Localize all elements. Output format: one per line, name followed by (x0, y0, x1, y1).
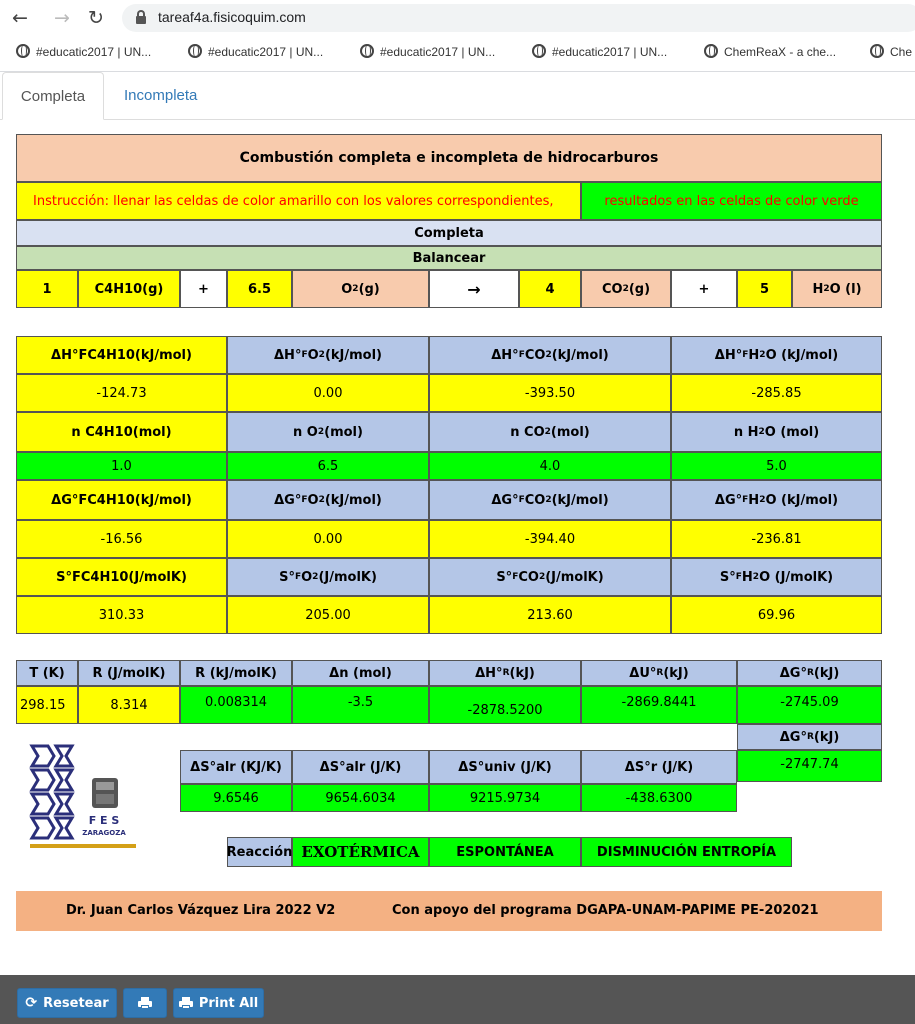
result-n-co2: 4.0 (429, 452, 671, 480)
input-dhf-co2[interactable]: -393.50 (429, 374, 671, 412)
coef-c4h10[interactable]: 1 (16, 270, 78, 308)
credits-band (16, 891, 882, 931)
instruction-right: resultados en las celdas de color verde (581, 182, 882, 220)
header-n-c4h10: n C4H10(mol) (16, 412, 227, 452)
reaction-enthalpy-type: EXOTÉRMICA (292, 837, 429, 867)
result-dsr: -438.6300 (581, 784, 737, 812)
header-dhf-co2: ΔH° F CO 2 (kJ/mol) (429, 336, 671, 374)
coef-co2[interactable]: 4 (519, 270, 581, 308)
result-delta-n: -3.5 (292, 686, 429, 724)
forward-arrow-icon[interactable]: → (54, 7, 70, 29)
header-s-c4h10: S°FC4H10(J/molK) (16, 558, 227, 596)
header-dgr: ΔG° R (kJ) (737, 660, 882, 686)
header-s-h2o: S° F H 2 O (J/molK) (671, 558, 882, 596)
instruction-left: Instrucción: llenar las celdas de color amarillo con los valores correspondientes, (16, 182, 581, 220)
bookmark-item[interactable]: ChemReaX - a che... (704, 42, 836, 62)
result-n-c4h10: 1.0 (16, 452, 227, 480)
result-dhr: -2878.5200 (429, 686, 581, 724)
result-r-kj: 0.008314 (180, 686, 292, 724)
header-dgf-c4h10: ΔG°FC4H10(kJ/mol) (16, 480, 227, 520)
browser-nav-row (0, 0, 915, 36)
globe-icon (360, 44, 374, 58)
refresh-icon: ⟳ (25, 995, 38, 1011)
input-dhf-o2[interactable]: 0.00 (227, 374, 429, 412)
bookmark-item[interactable]: #educatic2017 | UN... (16, 42, 151, 62)
header-dgf-o2: ΔG° F O 2 (kJ/mol) (227, 480, 429, 520)
globe-icon (16, 44, 30, 58)
bottom-toolbar (0, 975, 915, 1024)
plus-sign: + (180, 270, 227, 308)
header-temperature: T (K) (16, 660, 78, 686)
result-dgr: -2745.09 (737, 686, 882, 724)
input-dgf-co2[interactable]: -394.40 (429, 520, 671, 558)
header-dsuniv: ΔS°univ (J/K) (429, 750, 581, 784)
page-title: Combustión completa e incompleta de hidrocarburos (16, 134, 882, 182)
input-temperature[interactable]: 298.15 (16, 686, 78, 724)
result-dur: -2869.8441 (581, 686, 737, 724)
input-dhf-c4h10[interactable]: -124.73 (16, 374, 227, 412)
logo-subtext: ZARAGOZA (82, 829, 126, 837)
header-s-co2: S° F CO 2 (J/molK) (429, 558, 671, 596)
bookmarks-bar (0, 38, 915, 66)
bookmark-item[interactable]: #educatic2017 | UN... (360, 42, 495, 62)
globe-icon (870, 44, 884, 58)
address-bar[interactable] (122, 4, 915, 32)
result-dsalr-j: 9654.6034 (292, 784, 429, 812)
species-c4h10[interactable]: C4H10(g) (78, 270, 180, 308)
print-all-button[interactable]: Print All (173, 988, 264, 1018)
header-dsalr-kj: ΔS°alr (KJ/K) (180, 750, 292, 784)
reaction-label: Reacción (227, 837, 292, 867)
species-h2o: H 2 O (l) (792, 270, 882, 308)
header-dhf-o2: ΔH° F O 2 (kJ/mol) (227, 336, 429, 374)
header-n-h2o: n H 2 O (mol) (671, 412, 882, 452)
section-label: Completa (16, 220, 882, 246)
balance-label: Balancear (16, 246, 882, 270)
header-n-co2: n CO 2 (mol) (429, 412, 671, 452)
input-r-j[interactable]: 8.314 (78, 686, 180, 724)
input-s-c4h10[interactable]: 310.33 (16, 596, 227, 634)
author-credit: Dr. Juan Carlos Vázquez Lira 2022 V2 (66, 903, 336, 918)
species-co2: CO 2 (g) (581, 270, 671, 308)
globe-icon (188, 44, 202, 58)
header-r-j: R (J/molK) (78, 660, 180, 686)
input-dgf-o2[interactable]: 0.00 (227, 520, 429, 558)
reset-button[interactable]: ⟳ Resetear (17, 988, 117, 1018)
header-dgr-2: ΔG° R (kJ) (737, 724, 882, 750)
header-dur: ΔU° R (kJ) (581, 660, 737, 686)
result-n-o2: 6.5 (227, 452, 429, 480)
tab-completa[interactable]: Completa (2, 72, 104, 120)
bookmark-item[interactable]: #educatic2017 | UN... (188, 42, 323, 62)
url-text: tareaf4a.fisicoquim.com (158, 9, 306, 25)
bookmark-item[interactable]: #educatic2017 | UN... (532, 42, 667, 62)
print-button[interactable] (123, 988, 167, 1018)
globe-icon (532, 44, 546, 58)
bookmark-item[interactable]: Che (870, 42, 912, 62)
fes-zaragoza-logo (26, 742, 138, 850)
header-dhf-c4h10: ΔH°FC4H10(kJ/mol) (16, 336, 227, 374)
input-dhf-h2o[interactable]: -285.85 (671, 374, 882, 412)
header-dhr: ΔH° R (kJ) (429, 660, 581, 686)
reaction-spontaneity: ESPONTÁNEA (429, 837, 581, 867)
header-dsalr-j: ΔS°alr (J/K) (292, 750, 429, 784)
lock-icon (136, 10, 146, 24)
plus-sign: + (671, 270, 737, 308)
coef-h2o[interactable]: 5 (737, 270, 792, 308)
input-s-h2o[interactable]: 69.96 (671, 596, 882, 634)
fes-logo-icon (26, 742, 138, 850)
support-credit: Con apoyo del programa DGAPA-UNAM-PAPIME PE-202021 (392, 903, 819, 918)
result-dsuniv: 9215.9734 (429, 784, 581, 812)
input-dgf-h2o[interactable]: -236.81 (671, 520, 882, 558)
result-dgr-2: -2747.74 (737, 750, 882, 782)
browser-chrome (0, 0, 915, 72)
species-o2: O 2 (g) (292, 270, 429, 308)
header-dgf-co2: ΔG° F CO 2 (kJ/mol) (429, 480, 671, 520)
tab-bar (0, 72, 915, 120)
logo-text: F E S (88, 814, 120, 827)
header-delta-n: Δn (mol) (292, 660, 429, 686)
header-dgf-h2o: ΔG° F H 2 O (kJ/mol) (671, 480, 882, 520)
header-dsr: ΔS°r (J/K) (581, 750, 737, 784)
coef-o2[interactable]: 6.5 (227, 270, 292, 308)
print-icon (179, 997, 193, 1009)
result-n-h2o: 5.0 (671, 452, 882, 480)
tab-incompleta[interactable]: Incompleta (124, 87, 198, 104)
reaction-entropy: DISMINUCIÓN ENTROPÍA (581, 837, 792, 867)
header-dhf-h2o: ΔH° F H 2 O (kJ/mol) (671, 336, 882, 374)
back-arrow-icon[interactable]: ← (12, 7, 28, 29)
input-dgf-c4h10[interactable]: -16.56 (16, 520, 227, 558)
reload-icon[interactable]: ↻ (88, 7, 104, 29)
globe-icon (704, 44, 718, 58)
header-s-o2: S° F O 2 (J/molK) (227, 558, 429, 596)
header-n-o2: n O 2 (mol) (227, 412, 429, 452)
reaction-arrow-icon: → (429, 270, 519, 308)
print-icon (138, 997, 152, 1009)
result-dsalr-kj: 9.6546 (180, 784, 292, 812)
header-r-kj: R (kJ/molK) (180, 660, 292, 686)
input-s-co2[interactable]: 213.60 (429, 596, 671, 634)
input-s-o2[interactable]: 205.00 (227, 596, 429, 634)
